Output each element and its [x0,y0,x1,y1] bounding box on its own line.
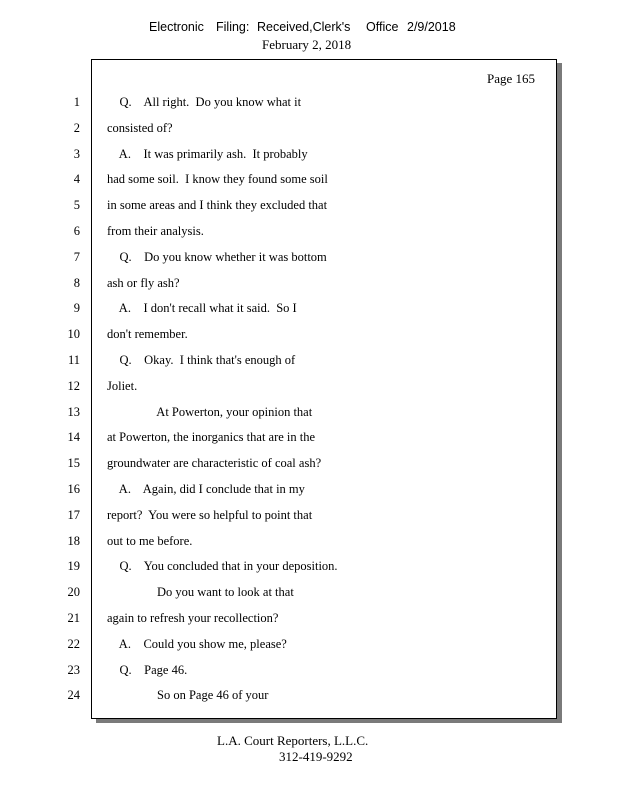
line-number: 6 [73,224,80,238]
line-text: out to me before. [107,534,193,548]
line-text: Q. Okay. I think that's enough of [107,353,296,367]
line-text: Do you want to look at that [107,585,294,599]
line-number: 16 [67,482,80,496]
line-number: 22 [67,637,80,651]
line-number: 23 [67,663,80,677]
line-number: 17 [67,508,80,522]
line-number: 13 [67,405,80,419]
line-number: 15 [67,456,80,470]
line-number: 21 [67,611,80,625]
line-number: 20 [67,585,80,599]
line-number: 4 [73,172,80,186]
line-number: 9 [73,301,80,315]
line-number: 3 [73,147,80,161]
filing-word-office: Office [366,20,399,34]
line-text: from their analysis. [107,224,204,238]
line-text: A. It was primarily ash. It probably [107,147,308,161]
filing-word-received: Received,Clerk's [257,20,351,34]
line-text: At Powerton, your opinion that [107,405,313,419]
court-reporter-name: L.A. Court Reporters, L.L.C. [217,733,369,748]
filing-word-filing: Filing: [216,20,250,34]
line-number: 11 [67,353,80,367]
line-text: So on Page 46 of your [107,688,269,702]
line-text: at Powerton, the inorganics that are in the [107,430,316,444]
line-text: Q. All right. Do you know what it [107,95,302,109]
filing-stamp [0,20,618,56]
line-number: 7 [73,250,80,264]
line-text: Q. Page 46. [107,663,188,677]
line-text: A. Again, did I conclude that in my [107,482,305,496]
line-text: consisted of? [107,121,173,135]
line-text: Q. Do you know whether it was bottom [107,250,327,264]
line-text: A. Could you show me, please? [107,637,287,651]
transcript-date: February 2, 2018 [262,37,352,52]
filing-date: 2/9/2018 [407,20,456,34]
line-number: 8 [73,276,80,290]
line-number: 12 [67,379,80,393]
line-number: 18 [67,534,80,548]
line-text: A. I don't recall what it said. So I [107,301,297,315]
page-number: Page 165 [487,71,536,86]
line-text: had some soil. I know they found some soil [107,172,328,186]
line-text: Joliet. [107,379,138,393]
line-number: 24 [67,688,80,702]
line-number: 14 [67,430,80,444]
line-text: report? You were so helpful to point that [107,508,313,522]
line-text: ash or fly ash? [107,276,180,290]
line-text: Q. You concluded that in your deposition. [107,559,338,573]
line-text: again to refresh your recollection? [107,611,279,625]
line-number: 19 [67,559,80,573]
line-number: 1 [73,95,80,109]
line-number: 5 [73,198,80,212]
line-text: don't remember. [107,327,188,341]
line-number: 10 [67,327,80,341]
line-text: groundwater are characteristic of coal ash? [107,456,322,470]
line-text: in some areas and I think they excluded that [107,198,328,212]
line-number: 2 [73,121,80,135]
filing-word-electronic: Electronic [149,20,204,34]
court-reporter-phone: 312-419-9292 [279,749,353,764]
